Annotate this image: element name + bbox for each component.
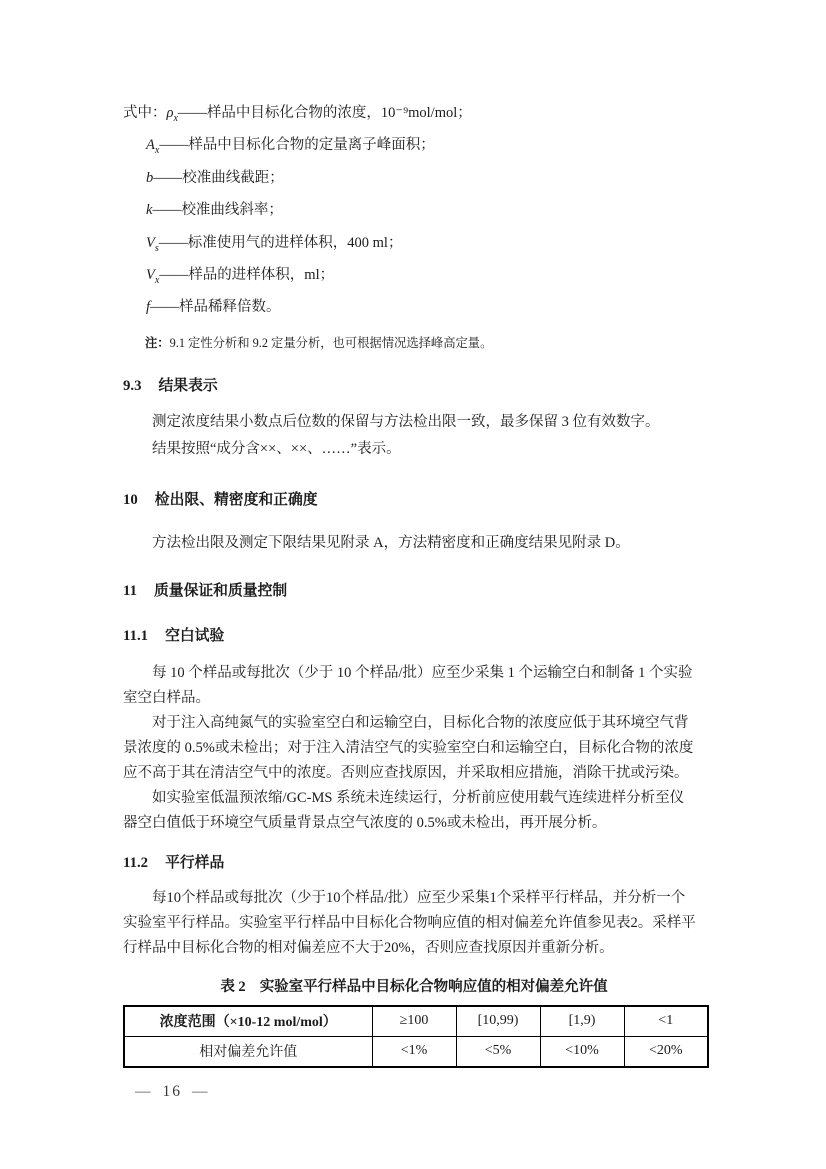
table-cell: <5% — [456, 1036, 540, 1067]
table-cell: 相对偏差允许值 — [124, 1036, 372, 1067]
symbol-V-s: $V_s$ — [146, 234, 159, 254]
table-cell: ≥100 — [372, 1006, 456, 1037]
formula-line — [146, 132, 705, 164]
text-line: 景浓度的 0.5%或未检出；对于注入清洁空气的实验室空白和运输空白，目标化合物的浓度 — [123, 739, 694, 756]
formula-line — [146, 197, 705, 229]
formula-desc: ——样品中目标化合物的浓度，10⁻⁹mol/mol； — [177, 105, 472, 121]
table-row — [124, 1006, 708, 1037]
section-heading-10 — [123, 490, 705, 510]
table-cell: 浓度范围（×10-12 mol/mol） — [124, 1006, 372, 1037]
formula-desc: ——标准使用气的进样体积，400 ml； — [158, 234, 403, 251]
formula-line — [146, 230, 705, 262]
section-title: 检出限、精密度和正确度 — [154, 491, 318, 508]
page-footer — [125, 1083, 220, 1101]
text-line: 器空白值低于环境空气质量背景点空气浓度的 0.5%或未检出，再开展分析。 — [123, 814, 607, 831]
text-line: 结果按照“成分含××、××、……”表示。 — [152, 440, 401, 457]
formula-desc: ——校准曲线截距； — [153, 169, 284, 186]
section-number: 11 — [123, 582, 137, 599]
page-number: 16 — [162, 1083, 182, 1100]
table-row — [124, 1036, 708, 1067]
section-heading-11-2 — [123, 853, 705, 873]
paragraph-10 — [123, 531, 705, 556]
table-cell: [10,99) — [456, 1006, 540, 1037]
section-title: 结果表示 — [158, 377, 218, 394]
text-line: 对于注入高纯氮气的实验室空白和运输空白，目标化合物的浓度应低于其环境空气背 — [152, 714, 689, 731]
formula-line — [146, 294, 705, 326]
formula-desc: ——校准曲线斜率； — [152, 202, 283, 219]
formula-intro: 式中： — [123, 105, 167, 121]
note — [145, 334, 705, 352]
table-cell: <10% — [540, 1036, 624, 1067]
formula-desc: ——样品的进样体积，ml； — [159, 266, 335, 283]
footer-dash-right: — — [192, 1083, 210, 1100]
table-cell: <1 — [624, 1006, 708, 1037]
symbol-V-x: $V_x$ — [146, 266, 160, 286]
footer-dash-left: — — [135, 1083, 153, 1100]
section-number: 9.3 — [123, 377, 142, 394]
section-number: 10 — [123, 491, 138, 508]
paragraph-11-1 — [123, 661, 705, 836]
symbol-f: f — [146, 299, 151, 316]
table-caption-label: 表 2 — [220, 978, 246, 995]
section-title: 空白试验 — [165, 627, 225, 644]
text-line: 应不高于其在清洁空气中的浓度。否则应查找原因，并采取相应措施，消除干扰或污染。 — [123, 764, 689, 781]
text-line: 如实验室低温预浓缩/GC-MS 系统未连续运行，分析前应使用载气连续进样分析至仪 — [152, 789, 685, 806]
section-title: 平行样品 — [165, 854, 225, 871]
section-heading-11 — [123, 581, 705, 601]
formula-line — [123, 100, 705, 132]
text-line: 方法检出限及测定下限结果见附录 A，方法精密度和正确度结果见附录 D。 — [152, 534, 630, 551]
table-cell: [1,9) — [540, 1006, 624, 1037]
text-line: 每10个样品或每批次（少于10个样品/批）应至少采集1个采样平行样品，并分析一个 — [152, 889, 686, 906]
symbol-k: k — [146, 202, 153, 219]
table-caption-text: 实验室平行样品中目标化合物响应值的相对偏差允许值 — [259, 978, 608, 995]
symbol-A-x: $A_x$ — [146, 137, 160, 157]
formula-definitions — [123, 100, 705, 327]
section-heading-9-3 — [123, 376, 705, 396]
paragraph-11-2 — [123, 886, 705, 961]
text-line: 测定浓度结果小数点后位数的保留与方法检出限一致，最多保留 3 位有效数字。 — [152, 413, 660, 430]
formula-line — [146, 262, 705, 294]
section-number: 11.2 — [123, 854, 149, 871]
table-2-caption — [123, 975, 705, 996]
table-cell: <20% — [624, 1036, 708, 1067]
text-line: 行样品中目标化合物的相对偏差应不大于20%，否则应查找原因并重新分析。 — [123, 939, 614, 956]
section-title: 质量保证和质量控制 — [153, 582, 288, 599]
note-label: 注： — [145, 335, 170, 350]
text-line: 实验室平行样品。实验室平行样品中目标化合物响应值的相对偏差允许值参见表2。采样平 — [123, 914, 696, 931]
table-2 — [123, 1005, 709, 1068]
section-number: 11.1 — [123, 627, 149, 644]
note-text: 9.1 定性分析和 9.2 定量分析，也可根据情况选择峰高定量。 — [169, 335, 493, 350]
formula-line — [146, 165, 705, 197]
symbol-rho-x: $\rho_x$ — [166, 105, 178, 124]
symbol-b: b — [146, 169, 154, 186]
paragraph-9-3 — [123, 409, 705, 463]
text-line: 室空白样品。 — [123, 689, 210, 706]
table-cell: <1% — [372, 1036, 456, 1067]
section-heading-11-1 — [123, 626, 705, 646]
text-line: 每 10 个样品或每批次（少于 10 个样品/批）应至少采集 1 个运输空白和制备 1 个实验 — [152, 664, 693, 681]
formula-desc: ——样品稀释倍数。 — [150, 299, 281, 316]
formula-desc: ——样品中目标化合物的定量离子峰面积； — [159, 137, 435, 154]
